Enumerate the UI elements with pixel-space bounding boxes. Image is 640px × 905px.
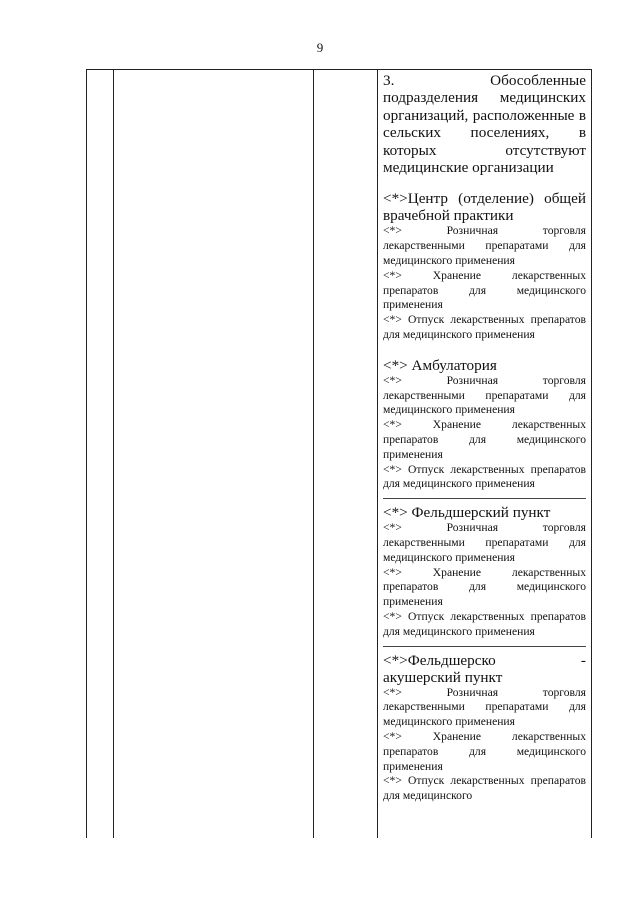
activity-cell	[383, 72, 586, 804]
list-item: <*> Хранение лекарственных препаратов для медицинского применения	[383, 418, 586, 461]
block-feldsher-obstetric-point	[383, 652, 586, 804]
list-item: <*> Розничная торговля лекарственными препаратами для медицинского применения	[383, 224, 586, 268]
block-heading: <*>Фельдшерско - акушерский пункт	[383, 651, 586, 686]
block-heading: <*> Амбулатория	[383, 356, 497, 374]
divider	[383, 646, 586, 647]
list-item: <*> Розничная торговля лекарственными препаратами для медицинского применения	[383, 521, 586, 564]
column-divider	[113, 70, 114, 838]
divider	[383, 498, 586, 499]
list-item: <*> Хранение лекарственных препаратов для медицинского применения	[383, 268, 586, 312]
block-heading: <*>Центр (отделение) общей врачебной практики	[383, 190, 586, 225]
block-general-practice	[383, 190, 586, 342]
list-item: <*> Отпуск лекарственных препаратов для медицинского применения	[383, 462, 586, 491]
block-feldsher-point	[383, 504, 586, 639]
page-number: 9	[316, 40, 324, 55]
section-title: 3. Обособленные подразделения медицинских организаций, расположенные в сельских поселениях, в которых отсутствуют медицинские организации	[383, 72, 586, 177]
list-item: <*> Отпуск лекарственных препаратов для медицинского	[383, 774, 586, 803]
column-divider	[377, 70, 378, 838]
list-item: <*> Розничная торговля лекарственными препаратами для медицинского применения	[383, 685, 586, 729]
list-item: <*> Отпуск лекарственных препаратов для медицинского применения	[383, 313, 586, 342]
block-heading: <*> Фельдшерский пункт	[383, 504, 551, 522]
block-ambulatory	[383, 357, 586, 492]
list-item: <*> Отпуск лекарственных препаратов для медицинского применения	[383, 609, 586, 638]
list-item: <*> Розничная торговля лекарственными препаратами для медицинского применения	[383, 373, 586, 417]
list-item: <*> Хранение лекарственных препаратов для медицинского применения	[383, 565, 586, 609]
list-item: <*> Хранение лекарственных препаратов для медицинского применения	[383, 729, 586, 773]
column-divider	[313, 70, 314, 838]
